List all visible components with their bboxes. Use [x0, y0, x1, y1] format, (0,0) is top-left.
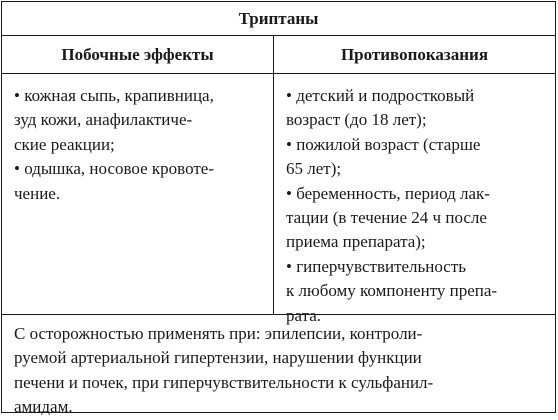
side-effects-line: • одышка, носовое кровоте-: [14, 159, 214, 179]
contraindications-line: тации (в течение 24 ч после: [286, 208, 487, 228]
side-effects-line: чение.: [14, 183, 61, 203]
contraindications-line: возраст (до 18 лет);: [286, 110, 427, 130]
contraindications-line: рата.: [286, 305, 322, 325]
contraindications-line: приема препарата);: [286, 232, 426, 252]
table-body-row: [2, 74, 555, 325]
contraindications-line: • гиперчувствительность: [286, 256, 467, 276]
contraindications-cell: [274, 74, 555, 325]
caution-line: амидам.: [14, 397, 73, 417]
contraindications-line: 65 лет);: [286, 159, 342, 179]
caution-note: [2, 315, 555, 417]
side-effects-line: зуд кожи, анафилактиче-: [14, 110, 193, 130]
table-header-row: [2, 36, 555, 74]
side-effects-cell: [2, 74, 274, 314]
triptans-table: [1, 1, 556, 417]
side-effects-line: • кожная сыпь, крапивница,: [14, 86, 214, 105]
caution-line: руемой артериальной гипертензии, нарушении функции: [14, 348, 422, 368]
caution-line: печени и почек, при гиперчувствительности к сульфанил-: [14, 372, 434, 392]
contraindications-line: • беременность, период лак-: [286, 183, 490, 203]
contraindications-line: • пожилой возраст (старше: [286, 134, 481, 154]
header-contraindications: Противопоказания: [340, 44, 489, 64]
caution-line: С осторожностью применять при: эпилепсии, контроли-: [14, 324, 423, 343]
side-effects-line: ские реакции;: [14, 134, 115, 154]
contraindications-line: • детский и подростковый: [286, 86, 475, 105]
table-title: Триптаны: [2, 2, 555, 36]
header-side-effects: Побочные эффекты: [2, 36, 274, 73]
contraindications-line: к любому компоненту препа-: [286, 281, 498, 301]
